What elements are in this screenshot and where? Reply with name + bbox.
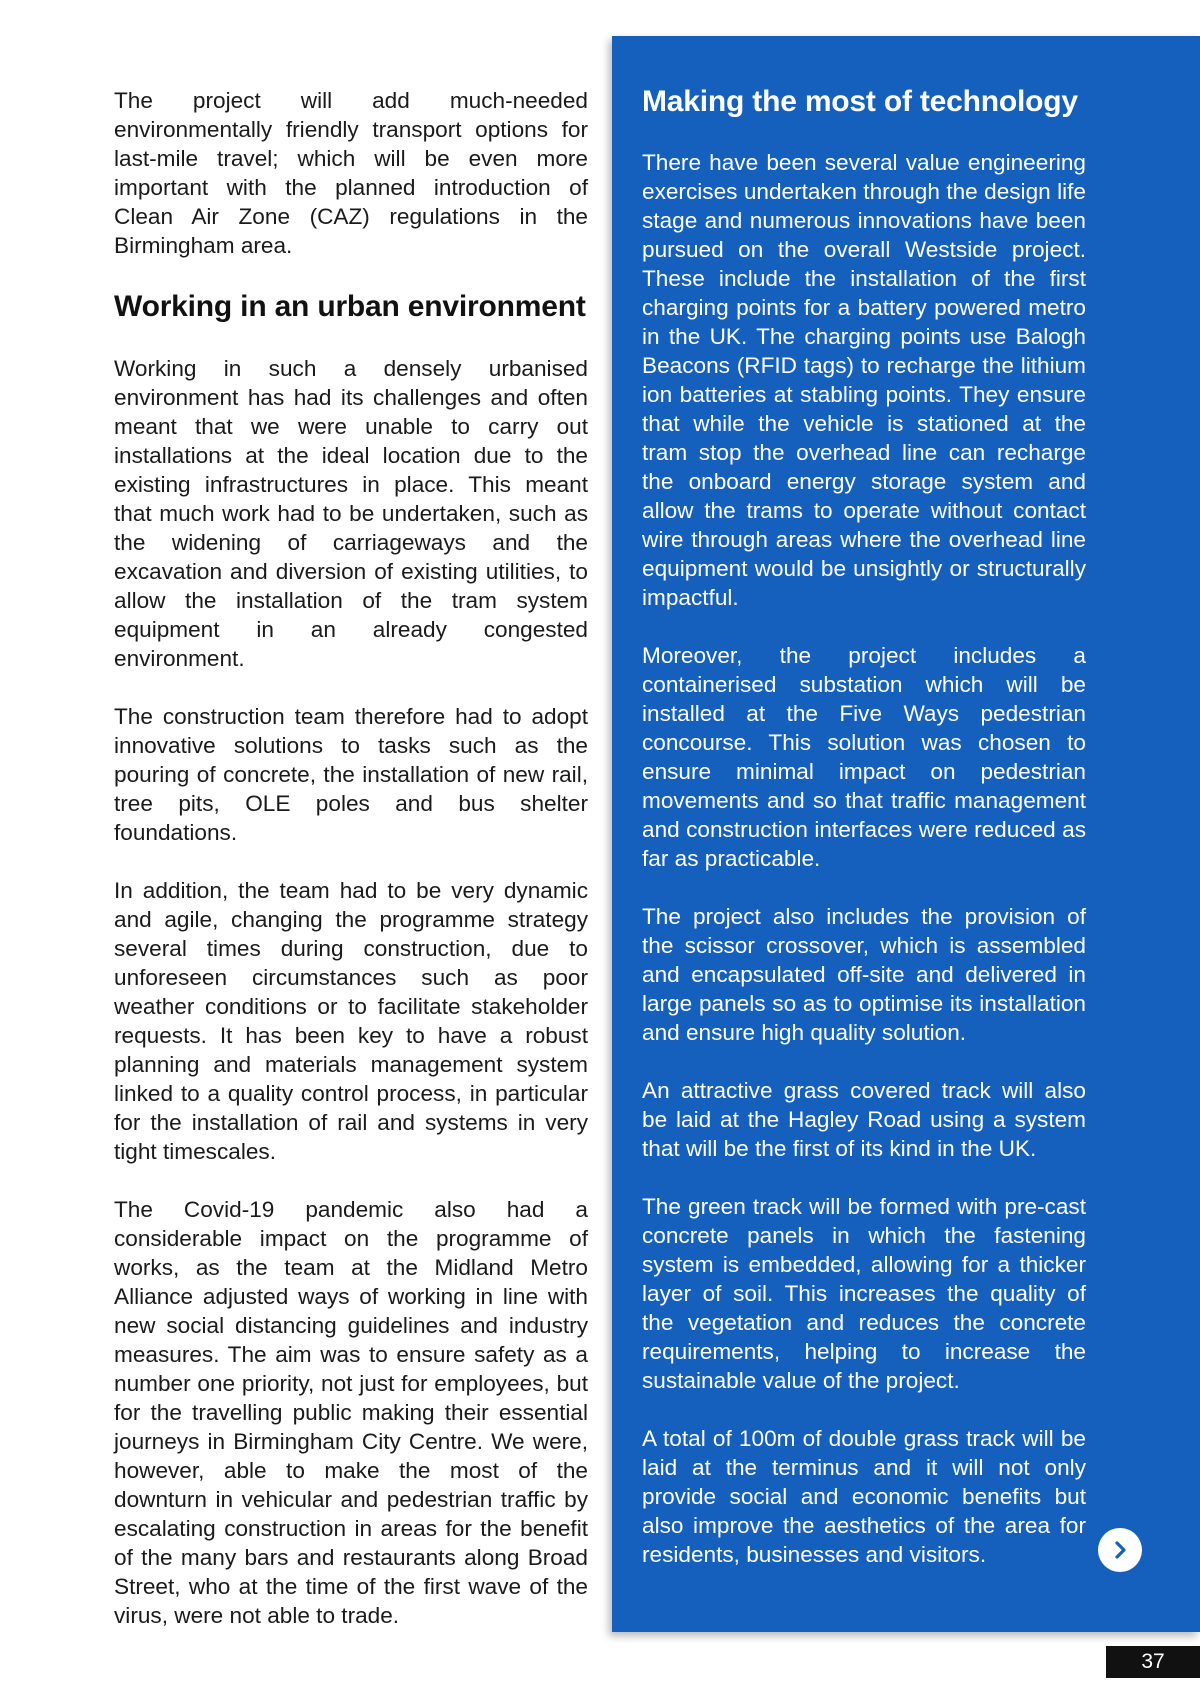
next-page-button[interactable] [1098, 1528, 1142, 1572]
page-number: 37 [1106, 1646, 1200, 1678]
body-paragraph: Working in such a densely urbanised environment has had its challenges and often meant that we were unable to carry out installations at the ideal location due to the existing infrastructures in place. This meant that much work had to be undertaken, such as the widening of carriageways and the excavation and diversion of existing utilities, to allow the installation of the tram system equipment in an already congested environment. [114, 356, 588, 671]
chevron-right-icon [1109, 1539, 1131, 1561]
panel-paragraph: The green track will be formed with pre-cast concrete panels in which the fastening system is embedded, allowing for a thicker layer of soil. This increases the quality of the vegetation and reduces the concrete requirements, helping to increase the sustainable value of the project. [642, 1194, 1086, 1393]
panel-paragraph: An attractive grass covered track will also be laid at the Hagley Road using a system that will be the first of its kind in the UK. [642, 1078, 1086, 1161]
section-heading: Working in an urban environment [114, 290, 586, 323]
panel-paragraph: A total of 100m of double grass track will be laid at the terminus and it will not only provide social and economic benefits but also improve the aesthetics of the area for residents, businesses and visitors. [642, 1426, 1086, 1567]
intro-paragraph: The project will add much-needed environmentally friendly transport options for last-mile travel; which will be even more important with the planned introduction of Clean Air Zone (CAZ) regulations in the Birmingham area. [114, 88, 588, 258]
body-paragraph: The construction team therefore had to adopt innovative solutions to tasks such as the pouring of concrete, the installation of new rail, tree pits, OLE poles and bus shelter foundations. [114, 704, 588, 845]
panel-paragraph: The project also includes the provision of the scissor crossover, which is assembled and encapsulated off-site and delivered in large panels so as to optimise its installation and ensure high quality solution. [642, 904, 1086, 1045]
body-paragraph: In addition, the team had to be very dynamic and agile, changing the programme strategy several times during construction, due to unforeseen circumstances such as poor weather conditions or to facilitate stakeholder requests. It has been key to have a robust planning and materials management system linked to a quality control process, in particular for the installation of rail and systems in very tight timescales. [114, 878, 588, 1164]
body-paragraph: The Covid-19 pandemic also had a considerable impact on the programme of works, as the team at the Midland Metro Alliance adjusted ways of working in line with new social distancing guidelines and industry measures. The aim was to ensure safety as a number one priority, not just for employees, but for the travelling public making their essential journeys in Birmingham City Centre. We were, however, able to make the most of the downturn in vehicular and pedestrian traffic by escalating construction in areas for the benefit of the many bars and restaurants along Broad Street, who at the time of the first wave of the virus, were not able to trade. [114, 1197, 588, 1628]
technology-sidebar-panel [612, 36, 1200, 1632]
left-column [114, 86, 588, 1659]
panel-paragraph: There have been several value engineering exercises undertaken through the design life stage and numerous innovations have been pursued on the overall Westside project. These include the installation of the first charging points for a battery powered metro in the UK. The charging points use Balogh Beacons (RFID tags) to recharge the lithium ion batteries at stabling points. They ensure that while the vehicle is stationed at the tram stop the overhead line can recharge the onboard energy storage system and allow the trams to operate without contact wire through areas where the overhead line equipment would be unsightly or structurally impactful. [642, 150, 1086, 610]
section-heading-wrap [114, 289, 588, 325]
panel-heading: Making the most of technology [642, 85, 1078, 118]
panel-content [642, 84, 1086, 1598]
panel-paragraph: Moreover, the project includes a containerised substation which will be installed at the Five Ways pedestrian concourse. This solution was chosen to ensure minimal impact on pedestrian movements and so that traffic management and construction interfaces were reduced as far as practicable. [642, 643, 1086, 871]
